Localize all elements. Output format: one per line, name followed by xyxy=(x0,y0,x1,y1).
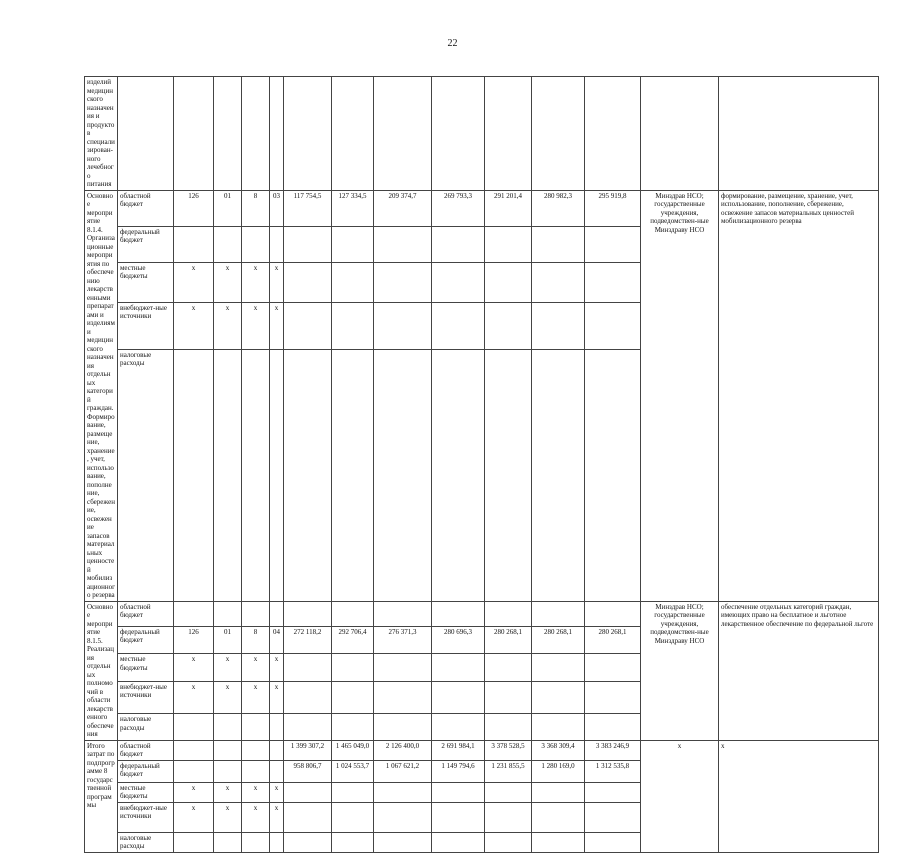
year-value xyxy=(432,349,485,601)
budget-code: х xyxy=(214,262,242,302)
year-value xyxy=(585,714,641,740)
year-value xyxy=(585,802,641,832)
year-value: 2 691 984,1 xyxy=(432,740,485,760)
budget-code: 126 xyxy=(174,626,214,654)
year-value xyxy=(585,262,641,302)
activity_814-result: формирование, размещение, хранение, учет, использование, пополнение, сбережение, освежение запасов материальных ценностей мобилизационного резерва xyxy=(719,190,879,601)
year-value xyxy=(332,601,374,626)
year-value: 272 118,2 xyxy=(284,626,332,654)
year-value xyxy=(284,262,332,302)
budget-code xyxy=(174,760,214,782)
budget-code xyxy=(242,601,270,626)
budget-code xyxy=(174,832,214,852)
year-value xyxy=(374,681,432,714)
budget-code xyxy=(242,226,270,262)
year-value xyxy=(532,802,585,832)
budget-code: х xyxy=(214,802,242,832)
year-value xyxy=(532,302,585,349)
budget-code xyxy=(242,832,270,852)
budget-code: х xyxy=(270,681,284,714)
empty-cell xyxy=(374,77,432,191)
year-value xyxy=(532,832,585,852)
budget-code: х xyxy=(270,782,284,802)
year-value: 1 024 553,7 xyxy=(332,760,374,782)
year-value xyxy=(485,226,532,262)
funding-source: областной бюджет xyxy=(118,190,174,226)
budget-code xyxy=(214,601,242,626)
budget-code: х xyxy=(174,782,214,802)
year-value xyxy=(332,714,374,740)
year-value: 1 149 794,6 xyxy=(432,760,485,782)
budget-code: х xyxy=(242,654,270,682)
year-value xyxy=(485,802,532,832)
year-value xyxy=(485,714,532,740)
empty-cell xyxy=(174,77,214,191)
year-value xyxy=(332,226,374,262)
funding-source: федеральный бюджет xyxy=(118,226,174,262)
budget-code xyxy=(174,714,214,740)
year-value: 295 919,8 xyxy=(585,190,641,226)
year-value: 280 696,3 xyxy=(432,626,485,654)
budget-code: х xyxy=(214,782,242,802)
year-value xyxy=(485,832,532,852)
year-value: 127 334,5 xyxy=(332,190,374,226)
budget-code: х xyxy=(174,262,214,302)
budget-code: 01 xyxy=(214,626,242,654)
total-executor: х xyxy=(641,740,719,852)
budget-code: х xyxy=(214,681,242,714)
year-value xyxy=(284,302,332,349)
funding-source: местные бюджеты xyxy=(118,262,174,302)
budget-code: х xyxy=(174,302,214,349)
year-value xyxy=(374,782,432,802)
empty-cell xyxy=(641,77,719,191)
year-value xyxy=(374,226,432,262)
activity_814-executor: Минздрав НСО; государственные учреждения, подведомствен-ные Минздраву НСО xyxy=(641,190,719,601)
year-value xyxy=(332,681,374,714)
budget-code xyxy=(242,740,270,760)
budget-code: х xyxy=(174,654,214,682)
budget-code: х xyxy=(270,654,284,682)
year-value xyxy=(485,302,532,349)
budget-code xyxy=(174,740,214,760)
year-value xyxy=(284,832,332,852)
year-value xyxy=(284,349,332,601)
budget-code xyxy=(214,226,242,262)
funding-source: внебюджет-ные источники xyxy=(118,302,174,349)
activity_815-row xyxy=(85,601,879,626)
empty-cell xyxy=(242,77,270,191)
budget-code xyxy=(270,349,284,601)
empty-cell xyxy=(214,77,242,191)
year-value xyxy=(485,782,532,802)
year-value: 292 706,4 xyxy=(332,626,374,654)
total-name: Итого затрат по подпрограмме 8 государственной программы xyxy=(85,740,118,852)
year-value: 1 280 169,0 xyxy=(532,760,585,782)
year-value xyxy=(332,262,374,302)
year-value xyxy=(432,681,485,714)
budget-code xyxy=(174,226,214,262)
funding-source: федеральный бюджет xyxy=(118,760,174,782)
activity_815-result: обеспечение отдельных категорий граждан, имеющих право на бесплатное и льготное лекарственное обеспечение по федеральной льготе xyxy=(719,601,879,740)
year-value xyxy=(374,832,432,852)
funding-source: местные бюджеты xyxy=(118,782,174,802)
empty-cell xyxy=(432,77,485,191)
activity_814-row xyxy=(85,190,879,226)
budget-code: х xyxy=(174,802,214,832)
budget-code xyxy=(214,349,242,601)
budget-code xyxy=(214,740,242,760)
year-value: 280 268,1 xyxy=(585,626,641,654)
budget-code xyxy=(214,714,242,740)
year-value xyxy=(332,654,374,682)
budget-code: х xyxy=(270,302,284,349)
year-value xyxy=(332,302,374,349)
total-row xyxy=(85,740,879,760)
budget-code: х xyxy=(174,681,214,714)
year-value xyxy=(532,349,585,601)
year-value xyxy=(585,349,641,601)
budget-code xyxy=(174,601,214,626)
intro-activity-name: изделий медицинского назначения и продуктов специализирован-ного лечебного питания xyxy=(85,77,118,191)
year-value xyxy=(585,601,641,626)
funding-source: федеральный бюджет xyxy=(118,626,174,654)
year-value xyxy=(432,262,485,302)
year-value: 3 383 246,9 xyxy=(585,740,641,760)
budget-code xyxy=(270,740,284,760)
budget-code: х xyxy=(270,262,284,302)
activity_815-executor: Минздрав НСО; государственные учреждения, подведомствен-ные Минздраву НСО xyxy=(641,601,719,740)
year-value xyxy=(485,262,532,302)
year-value: 209 374,7 xyxy=(374,190,432,226)
year-value xyxy=(374,302,432,349)
year-value xyxy=(374,714,432,740)
year-value xyxy=(374,802,432,832)
funding-source: внебюджет-ные источники xyxy=(118,802,174,832)
budget-code xyxy=(270,601,284,626)
budget-code xyxy=(270,760,284,782)
year-value xyxy=(284,782,332,802)
year-value: 1 399 307,2 xyxy=(284,740,332,760)
year-value xyxy=(585,302,641,349)
year-value xyxy=(432,832,485,852)
budget-code xyxy=(214,760,242,782)
year-value xyxy=(432,654,485,682)
year-value: 3 378 528,5 xyxy=(485,740,532,760)
year-value: 958 806,7 xyxy=(284,760,332,782)
year-value: 291 201,4 xyxy=(485,190,532,226)
empty-cell xyxy=(532,77,585,191)
year-value xyxy=(532,226,585,262)
budget-code: 126 xyxy=(174,190,214,226)
year-value xyxy=(332,802,374,832)
total-result: х xyxy=(719,740,879,852)
budget-code: х xyxy=(214,654,242,682)
budget-code: х xyxy=(242,782,270,802)
year-value xyxy=(432,226,485,262)
year-value xyxy=(284,601,332,626)
year-value xyxy=(332,782,374,802)
empty-cell xyxy=(585,77,641,191)
budget-code: х xyxy=(242,262,270,302)
budget-code xyxy=(242,349,270,601)
year-value xyxy=(485,349,532,601)
year-value: 1 067 621,2 xyxy=(374,760,432,782)
budget-code xyxy=(242,714,270,740)
year-value: 117 754,5 xyxy=(284,190,332,226)
year-value: 280 268,1 xyxy=(485,626,532,654)
year-value xyxy=(432,302,485,349)
year-value xyxy=(374,601,432,626)
year-value: 276 371,3 xyxy=(374,626,432,654)
budget-code: 04 xyxy=(270,626,284,654)
year-value: 280 982,3 xyxy=(532,190,585,226)
funding-source: внебюджет-ные источники xyxy=(118,681,174,714)
funding-source: налоговые расходы xyxy=(118,832,174,852)
empty-cell xyxy=(332,77,374,191)
year-value xyxy=(532,262,585,302)
funding-source: местные бюджеты xyxy=(118,654,174,682)
year-value xyxy=(374,654,432,682)
year-value: 1 312 535,8 xyxy=(585,760,641,782)
budget-code: х xyxy=(242,302,270,349)
budget-code: х xyxy=(270,802,284,832)
funding-source: областной бюджет xyxy=(118,601,174,626)
year-value xyxy=(585,832,641,852)
year-value xyxy=(585,681,641,714)
year-value xyxy=(432,714,485,740)
year-value xyxy=(532,601,585,626)
year-value xyxy=(284,681,332,714)
budget-code: 8 xyxy=(242,190,270,226)
year-value xyxy=(585,226,641,262)
year-value xyxy=(585,654,641,682)
year-value xyxy=(585,782,641,802)
year-value xyxy=(432,782,485,802)
program-table xyxy=(84,76,879,853)
budget-code xyxy=(270,832,284,852)
year-value xyxy=(284,802,332,832)
year-value xyxy=(432,601,485,626)
budget-code xyxy=(270,226,284,262)
year-value: 1 465 049,0 xyxy=(332,740,374,760)
empty-cell xyxy=(284,77,332,191)
funding-source: налоговые расходы xyxy=(118,714,174,740)
year-value xyxy=(374,349,432,601)
budget-code xyxy=(214,832,242,852)
year-value xyxy=(532,654,585,682)
year-value: 2 126 400,0 xyxy=(374,740,432,760)
budget-code: 01 xyxy=(214,190,242,226)
budget-code: 03 xyxy=(270,190,284,226)
funding-source: областной бюджет xyxy=(118,740,174,760)
empty-cell xyxy=(270,77,284,191)
budget-code: 8 xyxy=(242,626,270,654)
activity_814-name: Основное мероприятие 8.1.4. Организационные мероприятия по обеспечению лекарственными препаратами и изделиями медицинского назначения отдельных категорий граждан. Формирование, размещение, хранение, учет, использование, пополнение, сбережение, освежение запасов материальных ценностей мобилизационного резерва xyxy=(85,190,118,601)
year-value xyxy=(485,681,532,714)
year-value: 1 231 855,5 xyxy=(485,760,532,782)
budget-code: х xyxy=(214,302,242,349)
year-value xyxy=(532,681,585,714)
year-value xyxy=(485,601,532,626)
year-value xyxy=(374,262,432,302)
year-value: 269 793,3 xyxy=(432,190,485,226)
empty-cell xyxy=(719,77,879,191)
year-value xyxy=(485,654,532,682)
year-value xyxy=(332,349,374,601)
funding-source: налоговые расходы xyxy=(118,349,174,601)
year-value xyxy=(284,654,332,682)
budget-code: х xyxy=(242,681,270,714)
empty-cell xyxy=(485,77,532,191)
budget-code xyxy=(270,714,284,740)
year-value xyxy=(284,226,332,262)
budget-code xyxy=(174,349,214,601)
year-value xyxy=(532,782,585,802)
year-value: 280 268,1 xyxy=(532,626,585,654)
year-value xyxy=(532,714,585,740)
empty-cell xyxy=(118,77,174,191)
year-value: 3 368 309,4 xyxy=(532,740,585,760)
page-number: 22 xyxy=(447,38,458,49)
budget-code: х xyxy=(242,802,270,832)
year-value xyxy=(284,714,332,740)
budget-code xyxy=(242,760,270,782)
year-value xyxy=(432,802,485,832)
activity_815-name: Основное мероприятие 8.1.5. Реализация отдельных полномочий в области лекарственного обеспечения xyxy=(85,601,118,740)
year-value xyxy=(332,832,374,852)
